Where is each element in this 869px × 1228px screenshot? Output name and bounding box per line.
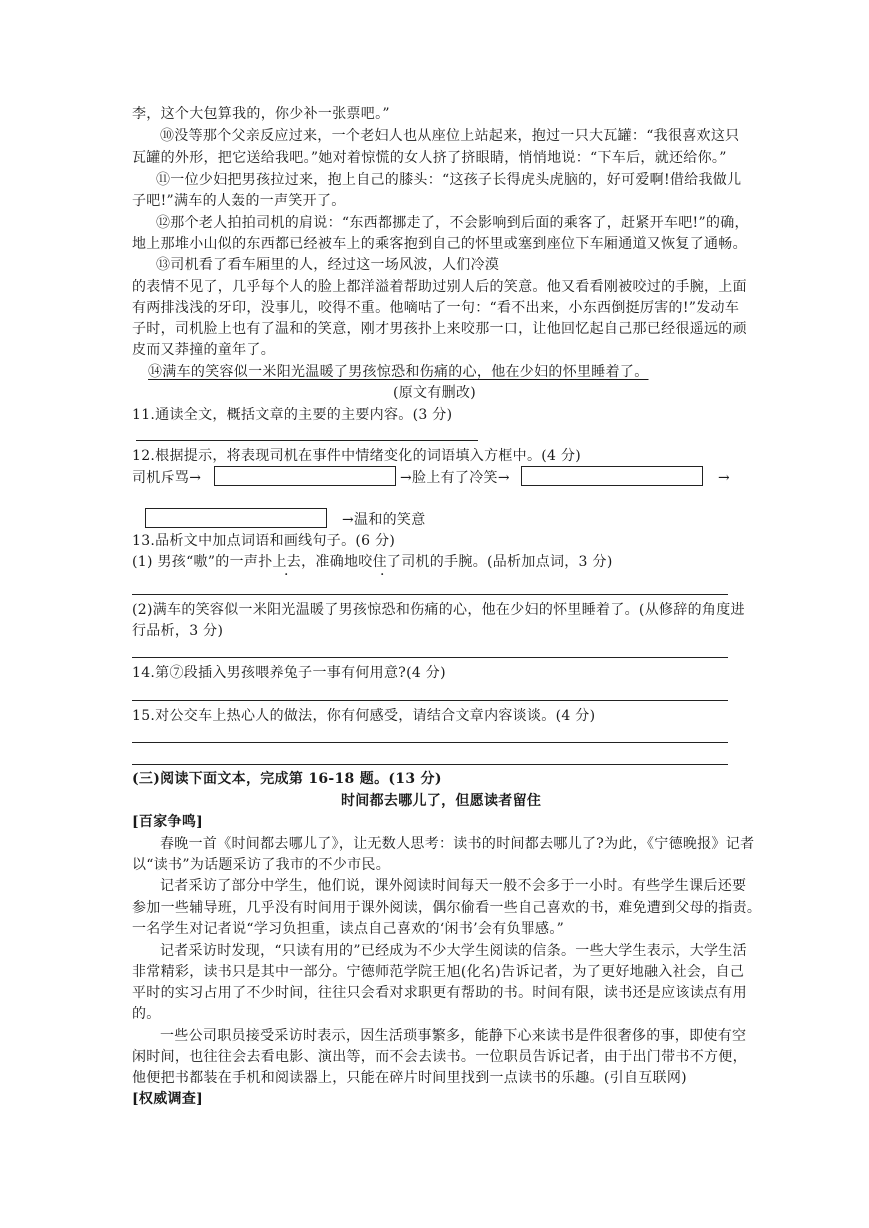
article-para-4-line-2: 闲时间，也往往会去看电影、演出等，而不会去读书。一位职员告诉记者，由于出门带书不方便， [132,1049,747,1065]
question-11: 11.通读全文，概括文章的主要的主要内容。(3 分) [132,407,453,423]
answer-line-13-2[interactable] [132,657,728,658]
article-para-4-line-1: 一些公司职员接受采访时表示，因生活琐事繁多，能静下心来读书是件很奢侈的事，即使有空 [160,1028,747,1044]
flow-arrow: → [718,470,731,486]
story-paragraph-10-line-2: 瓦罐的外形，把它送给我吧。”她对着惊慌的女人挤了挤眼睛，悄悄地说：“下车后，就还给你。” [132,150,727,166]
fill-box-3[interactable] [145,508,327,528]
question-13-part-2-line-2: 行品析，3 分) [132,623,224,639]
story-paragraph-13-line-3: 有两排浅浅的牙印，没事儿，咬得不重。他嘀咕了一句：“看不出来，小东西倒挺厉害的!”发动车 [132,300,740,316]
section-tag-2: [权威调查] [132,1091,204,1107]
story-paragraph-12-line-1: ⑫那个老人拍拍司机的肩说：“东西都挪走了，不会影响到后面的乘客了，赶紧开车吧!”的确， [156,215,749,231]
question-14: 14.第⑦段插入男孩喂养兔子一事有何用意?(4 分) [132,665,446,681]
fill-box-1[interactable] [214,466,396,486]
flow-middle-label: →脸上有了冷笑→ [400,470,510,486]
answer-line-15-1[interactable] [132,742,728,743]
article-para-3-line-4: 的。 [132,1006,161,1022]
answer-line-13-1[interactable] [132,594,728,595]
article-para-1-line-2: 以“读书”为话题采访了我市的不少市民。 [132,857,391,873]
question-13-part-1: (1) 男孩“嗷”的一声扑上去，准确地咬住了司机的手腕。(品析加点词，3 分) [132,554,613,570]
answer-line-11[interactable] [136,440,478,441]
article-para-3-line-1: 记者采访时发现，“只读有用的”已经成为不少大学生阅读的信条。一些大学生表示，大学生活 [160,943,747,959]
story-paragraph-continuation: 李，这个大包算我的，你少补一张票吧。” [132,106,390,122]
flow-start-label: 司机斥骂→ [132,470,202,486]
emphasis-dot: · [284,567,289,583]
flow-end-label: →温和的笑意 [342,512,426,528]
section-3-heading: (三)阅读下面文本，完成第 16-18 题。(13 分) [132,771,442,787]
source-note: (原文有删改) [393,385,477,401]
story-paragraph-11-line-2: 子吧!”满车的人轰的一声笑开了。 [132,193,346,209]
question-13-part-2-line-1: (2)满车的笑容似一米阳光温暖了男孩惊恐和伤痛的心，他在少妇的怀里睡着了。(从修辞的角度进 [132,602,745,618]
section-tag-1: [百家争鸣] [132,814,204,830]
answer-line-15-2[interactable] [132,764,728,765]
article-para-1-line-1: 春晚一首《时间都去哪儿了》，让无数人思考：读书的时间都去哪儿了?为此，《宁德晚报》记者 [160,836,755,852]
answer-line-14[interactable] [132,700,728,701]
article-para-4-line-3: 他便把书都装在手机和阅读器上，只能在碎片时间里找到一点读书的乐趣。(引自互联网) [132,1070,687,1086]
question-15: 15.对公交车上热心人的做法，你有何感受，请结合文章内容谈谈。(4 分) [132,708,596,724]
article-para-2-line-2: 参加一些辅导班，几乎没有时间用于课外阅读，偶尔偷看一些自己喜欢的书，难免遭到父母的指责。 [132,900,762,916]
fill-box-2[interactable] [521,466,703,486]
article-para-3-line-3: 平时的实习占用了不少时间，往往只会看对求职更有帮助的书。时间有限，读书还是应该读点有用 [132,985,747,1001]
story-paragraph-14-underlined: ⑭满车的笑容似一米阳光温暖了男孩惊恐和伤痛的心，他在少妇的怀里睡着了。 [148,364,649,380]
story-paragraph-13-line-1: ⑬司机看了看车厢里的人，经过这一场风波，人们冷漠 [156,257,500,273]
story-paragraph-13-line-4: 子时，司机脸上也有了温和的笑意，刚才男孩扑上来咬那一口，让他回忆起自己那已经很遥远的顽 [132,321,747,337]
story-paragraph-13-line-2: 的表情不见了，几乎每个人的脸上都洋溢着帮助过别人后的笑意。他又看看刚被咬过的手腕，上面 [132,279,747,295]
story-paragraph-11-line-1: ⑪一位少妇把男孩拉过来，抱上自己的膝头：“这孩子长得虎头虎脑的，好可爱啊!借给我做儿 [156,172,742,188]
article-para-2-line-3: 一名学生对记者说“学习负担重，读点自己喜欢的‘闲书’会有负罪感。” [132,921,565,937]
story-paragraph-10-line-1: ⑩没等那个父亲反应过来，一个老妇人也从座位上站起来，抱过一只大瓦罐：“我很喜欢这只 [160,128,740,144]
story-paragraph-12-line-2: 地上那堆小山似的东西都已经被车上的乘客抱到自己的怀里或塞到座位下车厢通道又恢复了通畅。 [132,236,747,252]
article-para-2-line-1: 记者采访了部分中学生，他们说，课外阅读时间每天一般不会多于一小时。有些学生课后还要 [160,878,747,894]
question-13: 13.品析文中加点词语和画线句子。(6 分) [132,533,396,549]
article-title: 时间都去哪儿了，但愿读者留住 [341,793,542,809]
question-12: 12.根据提示，将表现司机在事件中情绪变化的词语填入方框中。(4 分) [132,448,582,464]
emphasis-dot: · [380,567,385,583]
story-paragraph-13-line-5: 皮而又莽撞的童年了。 [132,342,275,358]
article-para-3-line-2: 非常精彩，读书只是其中一部分。宁德师范学院王旭(化名)告诉记者，为了更好地融入社会，自己 [132,964,745,980]
